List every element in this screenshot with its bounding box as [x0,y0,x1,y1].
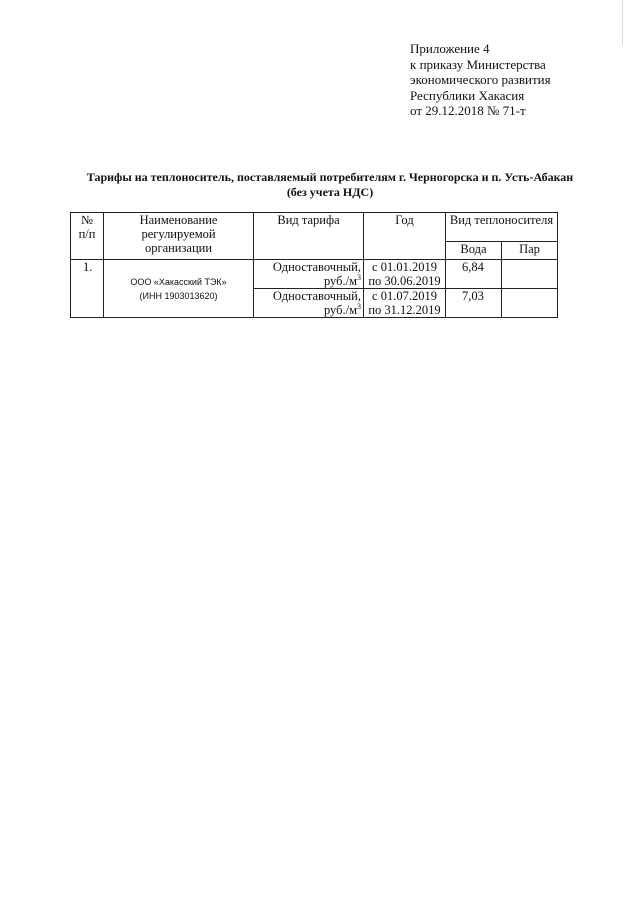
header-number: № п/п [71,213,104,260]
header-tariff-type: Вид тарифа [254,213,364,260]
header-water: Вода [446,242,502,260]
tariff-type-cell: Одноставочный, $руб./м^3$ [254,289,364,318]
table-row [71,260,558,289]
appendix-line: от 29.12.2018 № 71-т [410,103,526,118]
organization-cell [104,260,254,318]
period-cell: с 01.07.2019 по 31.12.2019 [364,289,446,318]
organization-name: ООО «Хакасский ТЭК» [130,276,227,287]
organization-inn: (ИНН 1903013620) [139,290,218,301]
scan-edge-mark [622,0,623,45]
document-title [40,170,620,200]
appendix-line: к приказу Министерства [410,56,546,72]
appendix-line: Республики Хакасия [410,87,525,103]
header-organization: Наименование регулируемой организации [104,213,254,260]
period-cell: с 01.01.2019 по 30.06.2019 [364,260,446,289]
title-line: Тарифы на теплоноситель, поставляемый потребителям г. Черногорска и п. Усть-Абакан [86,170,574,184]
header-carrier: Вид теплоносителя [446,213,558,242]
steam-value [502,289,558,318]
water-value: 7,03 [446,289,502,318]
steam-value [502,260,558,289]
tariff-table [70,212,558,318]
tariff-type-cell: Одноставочный, $руб./м^3$ [254,260,364,289]
table-header-row [71,213,558,242]
header-steam: Пар [502,242,558,260]
appendix-line: Приложение 4 [410,41,490,56]
title-subtitle: (без учета НДС) [286,185,374,199]
water-value: 6,84 [446,260,502,289]
appendix-line: экономического развития [410,72,551,87]
appendix-block [410,41,551,119]
header-year: Год [364,213,446,260]
row-number: 1. [71,260,104,318]
